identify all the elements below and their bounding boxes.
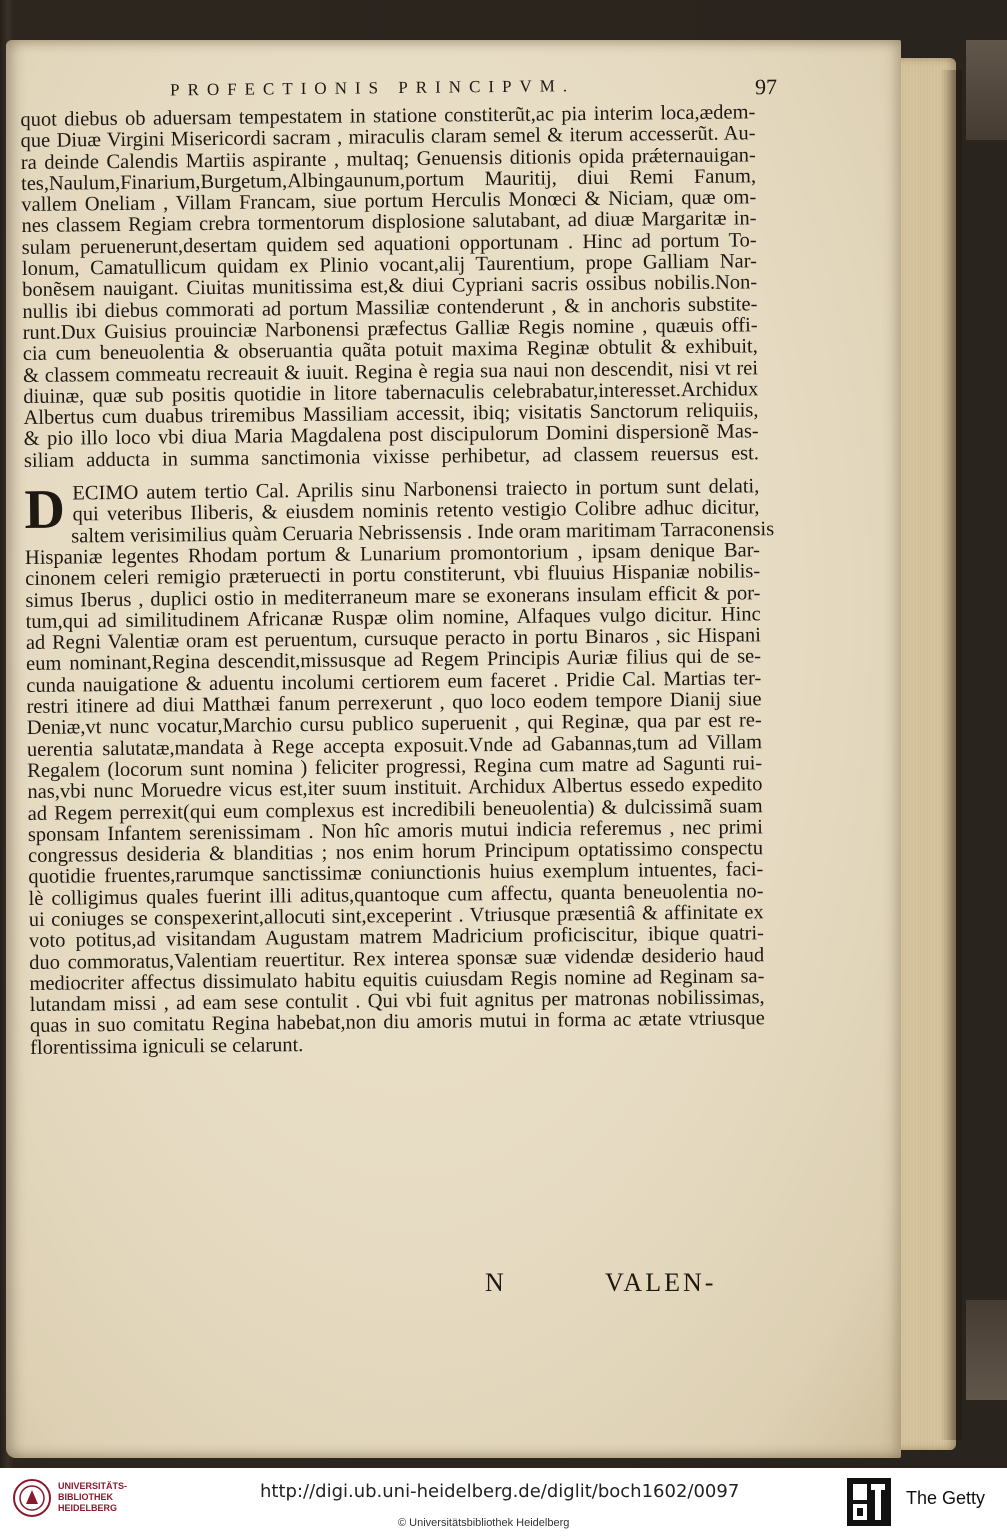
- text-line: bonẽsem nauigant. Ciuitas munitissima est,& diui Cypriani sacris ossibus nobilis.Non-: [22, 271, 758, 302]
- text-line: ui coniuges se conspexerint,allocuti sint,exceperint . Vtriusque præsentiâ & affinitate ex: [28, 901, 764, 931]
- text-line: Albertus cum duabus triremibus Massiliam accessit, ibiq; visitatis Sanctorum reliquiis,: [23, 399, 759, 430]
- permalink[interactable]: http://digi.ub.uni-heidelberg.de/diglit/boch1602/0097: [260, 1481, 740, 1502]
- text-line: saltem verisimilius quàm Ceruaria Nebrissensis . Inde oram maritimam Tarraconensis: [71, 517, 775, 548]
- text-line: lè colligimus quales fuerint illi aditus,quantoque cum affectu, quanta beneuolentia no-: [28, 879, 764, 910]
- text-line: cinonem celeri remigio præteruecti in portu constiterunt, vbi fluuius Hispaniæ nobilis-: [25, 560, 761, 591]
- university-seal-icon: [12, 1478, 52, 1518]
- text-line: siliam adducta in summa sanctimonia vixisse perhibetur, ad classem reuersus est.: [23, 442, 760, 472]
- viewer-footer: [0, 1468, 1007, 1540]
- paragraph-2-body: [25, 519, 790, 1038]
- catchword: VALEN-: [605, 1268, 717, 1297]
- institution-line-3: HEIDELBERG: [58, 1503, 118, 1513]
- text-line: sponsam Infantem serenissimam . Non hîc amoris mutui indicia referemus , nec primi: [27, 816, 763, 846]
- text-line: cia cum beneuolentia & obseruantia quãta potuit maxima Reginæ obtulit & exhibuit,: [22, 335, 758, 366]
- text-line: eum nominant,Regina descendit,missusque ad Regem Principis Auriæ filius qui de se-: [25, 645, 762, 676]
- text-line: ECIMO autem tertio Cal. Aprilis sinu Narbonensi traiecto in portum sunt delati,: [72, 475, 760, 505]
- institution-line-1: UNIVERSITÄTS-: [58, 1481, 128, 1491]
- text-line: sulam peruenerunt,desertam quidem sed aquationi opportunam . Hinc ad portum To-: [21, 229, 757, 259]
- page-text: [20, 74, 790, 1059]
- text-line: quot diebus ob aduersam tempestatem in statione constiterũt,ac pia interim loca,ædem-: [20, 101, 756, 131]
- text-line: voto potitus,ad visitandam Augustam matrem Madricium proficiscitur, ibique quatri-: [28, 922, 765, 953]
- paragraph-2: [24, 476, 790, 1059]
- text-line: restri itinere ad diui Matthæi fanum perrexerunt , quo loco eodem tempore Dianij siue: [26, 688, 762, 718]
- institution-name: [58, 1481, 127, 1514]
- text-line: que Diuæ Virgini Misericordi sacram , miraculis claram semel & iterum accesserũt. Au-: [20, 122, 756, 153]
- signature-mark: N: [485, 1268, 504, 1297]
- fore-edge-shadow: [940, 70, 962, 1440]
- institution-line-2: BIBLIOTHEK: [58, 1492, 113, 1502]
- text-line: runt.Dux Guisius prouinciæ Narbonensi præfectus Galliæ Regis nomine , quæuis offi-: [22, 314, 758, 344]
- text-line: uerentia salutatæ,mandata à Rege accepta exposuit.Vnde ad Gabannas,tum ad Villam: [26, 730, 763, 761]
- text-line: ad Regem perrexit(qui eum complexus est incredibili beneuolentia) & dulcissimã suam: [27, 794, 763, 825]
- paragraph-1: [20, 102, 784, 472]
- text-line: cunda nauigatione & aduentu incolumi certiorem eum faceret . Pridie Cal. Martias ter-: [26, 666, 762, 697]
- text-line: congressus desideria & blanditias ; nos enim horum Principum optatissimo conspectu: [27, 837, 764, 868]
- drop-cap: D: [24, 478, 66, 542]
- text-line: nas,vbi nunc Moruedre vicus est,iter suum instituit. Archidux Albertus essedo expedito: [27, 773, 763, 804]
- text-line: tes,Naulum,Finarium,Burgetum,Albingaunum,portum Mauritij, diui Remi Fanum,: [20, 165, 757, 195]
- text-line: quas in suo comitatu Regina habebat,non diu amoris mutui in forma ac ætate vtriusque: [29, 1007, 765, 1038]
- getty-logo-icon: [845, 1476, 893, 1528]
- text-line: nes classem Regiam crebra tormentorum displosione salutabant, ad diuæ Margaritæ in-: [21, 207, 757, 238]
- text-line: qui veteribus Iliberis, & eiusdem nominis retento vestigio Colibre adhuc dicitur,: [72, 496, 760, 526]
- folio-number: 97: [754, 74, 778, 100]
- text-line: Deniæ,vt nunc vocatur,Marchio cursu publico superuenit , qui Reginæ, qua par est re-: [26, 709, 762, 740]
- text-line: simus Iberus , duplici ostio in mediterraneum mare se exonerans insulam efficit & por-: [25, 581, 761, 612]
- text-line: quotidie fruentes,rarumque sanctissimæ coniunctionis huius exemplum intuentes, faci-: [28, 858, 764, 889]
- text-line: Hispaniæ legentes Rhodam portum & Lunarium promontorium , ipsam denique Bar-: [24, 539, 761, 569]
- text-line: duo commoratus,Valentiam reuertitur. Rex interea sponsæ suæ videndæ desiderio haud: [29, 943, 765, 974]
- text-line: nullis ibi diebus commorati ad portum Massiliæ contenderunt , & in anchoris substite-: [22, 292, 758, 323]
- text-line: tum,qui ad similitudinem Africanæ Ruspæ olim nomine, Alfaques vulgo dicitur. Hinc: [25, 603, 761, 633]
- text-line: lutandam missi , ad eam sese contulit . Qui vbi fuit agnitus per matronas nobilissimas,: [29, 986, 765, 1017]
- text-line: ra deinde Calendis Martiis aspirante , multaq; Genuensis ditionis opida prǽternauigan-: [20, 143, 756, 174]
- paragraph-2-last-line: florentissima igniculi se celarunt.: [29, 1033, 304, 1059]
- text-line: vallem Oneliam , Villam Francam, siue portum Herculis Monœci & Niciam, quæ om-: [21, 186, 757, 217]
- binding-strap-top: [966, 40, 1007, 140]
- text-line: lonum, Camatullicum quidam ex Plinio vocant,alij Taurentium, prope Galliam Nar-: [21, 250, 758, 281]
- text-line: ad Regni Valentiæ oram est peruentum, cursuque peracto in portu Binaros , sic Hispani: [25, 624, 761, 655]
- text-line: Regalem (locorum sunt nomina ) feliciter progressi, Regina cum matre ad Sagunti rui-: [27, 752, 763, 782]
- running-head: PROFECTIONIS PRINCIPVM.: [169, 76, 576, 100]
- text-line: & classem commeatu recreauit & iuuit. Regina è regia sua naui non descendit, nisi vt rei: [22, 356, 759, 387]
- partner-name: The Getty: [906, 1488, 986, 1508]
- text-line: mediocriter affectus dissimulato habitu equitis cuiusdam Regis nomine ad Reginam sa-: [29, 965, 765, 995]
- text-line: & pio illo loco vbi diua Maria Magdalena post discipulorum Domini dispersionẽ Mas-: [23, 420, 759, 451]
- text-line: diuinæ, quæ sub positis quotidie in litore tabernaculis celebrabatur,interesset.Archidux: [23, 378, 759, 408]
- binding-strap-bottom: [966, 1300, 1007, 1400]
- copyright-notice: © Universitätsbibliothek Heidelberg: [398, 1517, 570, 1529]
